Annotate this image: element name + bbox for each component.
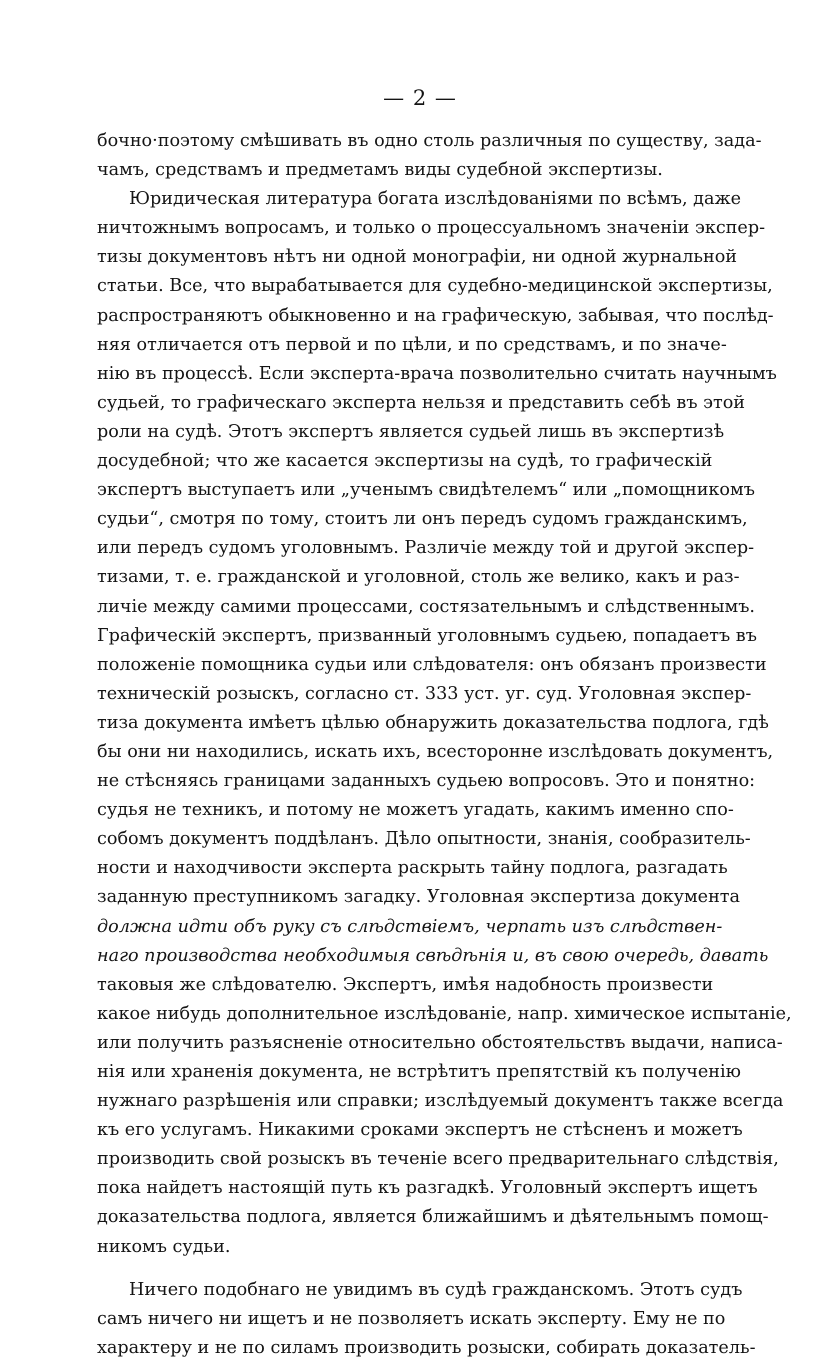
text-line: никомъ судьи.: [97, 1236, 231, 1257]
text-line: тиза документа имѣетъ цѣлью обнаружить доказательства подлога, гдѣ: [97, 712, 769, 733]
text-line: чамъ, средствамъ и предметамъ виды судебной экспертизы.: [97, 160, 663, 181]
text-line: Графическій экспертъ, призванный уголовнымъ судьею, попадаетъ въ: [97, 625, 757, 646]
text-line: бочно·поэтому смѣшивать въ одно столь различныя по существу, зада-: [97, 131, 762, 151]
text-line: судьей, то графическаго эксперта нельзя и представить себѣ въ этой: [97, 392, 746, 413]
text-line: или получить разъясненіе относительно обстоятельствъ выдачи, написа-: [97, 1032, 783, 1053]
text-line: доказательства подлога, является ближайшимъ и дѣятельнымъ помощ-: [97, 1207, 769, 1228]
text-line: статьи. Все, что вырабатывается для судебно-медицинской экспертизы,: [97, 276, 773, 297]
text-line: наго производства необходимыя свѣдѣнія и, въ свою очередь, давать: [97, 945, 769, 966]
text-line: нужнаго разрѣшенія или справки; изслѣдуемый документъ также всегда: [97, 1091, 784, 1112]
text-line: пока найдетъ настоящій путь къ разгадкѣ. Уголовный экспертъ ищетъ: [97, 1178, 758, 1199]
paragraph-gap: [97, 1262, 698, 1276]
paragraph: [97, 127, 762, 185]
text-line: производить свой розыскъ въ теченіе всего предварительнаго слѣдствія,: [97, 1149, 779, 1170]
text-line: экспертъ выступаетъ или „ученымъ свидѣтелемъ“ или „помощникомъ: [97, 480, 755, 501]
text-line: Юридическая литература богата изслѣдованіями по всѣмъ, даже: [129, 189, 742, 210]
body-text: [97, 127, 792, 1363]
text-line: судьи“, смотря по тому, стоитъ ли онъ передъ судомъ гражданскимъ,: [97, 509, 748, 530]
text-line: характеру и не по силамъ производить розыски, собирать доказатель-: [97, 1337, 756, 1358]
text-line: къ его услугамъ. Никакими сроками экспертъ не стѣсненъ и можетъ: [97, 1120, 743, 1141]
text-line: нію въ процессѣ. Если эксперта-врача позволительно считать научнымъ: [97, 363, 777, 384]
text-line: таковыя же слѣдователю. Экспертъ, имѣя надобность произвести: [97, 974, 714, 995]
text-line: роли на судѣ. Этотъ экспертъ является судьей лишь въ экспертизѣ: [97, 421, 725, 442]
paragraph: [97, 185, 792, 1261]
text-line: какое нибудь дополнительное изслѣдованіе, напр. химическое испытаніе,: [97, 1003, 792, 1024]
text-line: самъ ничего ни ищетъ и не позволяетъ искать эксперту. Ему не по: [97, 1308, 726, 1329]
text-line: не стѣсняясь границами заданныхъ судьею вопросовъ. Это и понятно:: [97, 771, 756, 792]
text-line: Ничего подобнаго не увидимъ въ судѣ гражданскомъ. Этотъ судъ: [129, 1279, 743, 1300]
text-line: няя отличается отъ первой и по цѣли, и по средствамъ, и по значе-: [97, 334, 727, 355]
text-line: распространяютъ обыкновенно и на графическую, забывая, что послѣд-: [97, 305, 774, 326]
text-line: должна идти объ руку съ слѣдствіемъ, черпать изъ слѣдствен-: [97, 916, 723, 937]
text-line: положеніе помощника судьи или слѣдователя: онъ обязанъ произвести: [97, 654, 767, 675]
text-line: тизы документовъ нѣтъ ни одной монографіи, ни одной журнальной: [97, 247, 738, 268]
text-line: досудебной; что же касается экспертизы на судѣ, то графическій: [97, 451, 713, 472]
text-line: ности и находчивости эксперта раскрыть тайну подлога, разгадать: [97, 858, 728, 879]
text-line: тизами, т. е. гражданской и уголовной, столь же велико, какъ и раз-: [97, 567, 740, 588]
text-line: ничтожнымъ вопросамъ, и только о процессуальномъ значеніи экспер-: [97, 218, 766, 239]
text-line: техническій розыскъ, согласно ст. 333 уст. уг. суд. Уголовная экспер-: [97, 683, 752, 704]
text-line: нія или храненія документа, не встрѣтитъ препятствій къ полученію: [97, 1062, 741, 1082]
text-line: бы они ни находились, искать ихъ, всесторонне изслѣдовать документъ,: [97, 741, 774, 762]
paragraph: [97, 1276, 756, 1363]
text-line: судья не техникъ, и потому не можетъ угадать, какимъ именно спо-: [97, 800, 734, 821]
text-line: личіе между самими процессами, состязательнымъ и слѣдственнымъ.: [97, 596, 756, 617]
page-number: — 2 —: [383, 86, 457, 110]
text-line: или передъ судомъ уголовнымъ. Различіе между той и другой экспер-: [97, 538, 755, 559]
text-line: собомъ документъ поддѣланъ. Дѣло опытности, знанія, сообразитель-: [97, 829, 751, 850]
text-line: заданную преступникомъ загадку. Уголовная экспертиза документа: [97, 887, 741, 908]
